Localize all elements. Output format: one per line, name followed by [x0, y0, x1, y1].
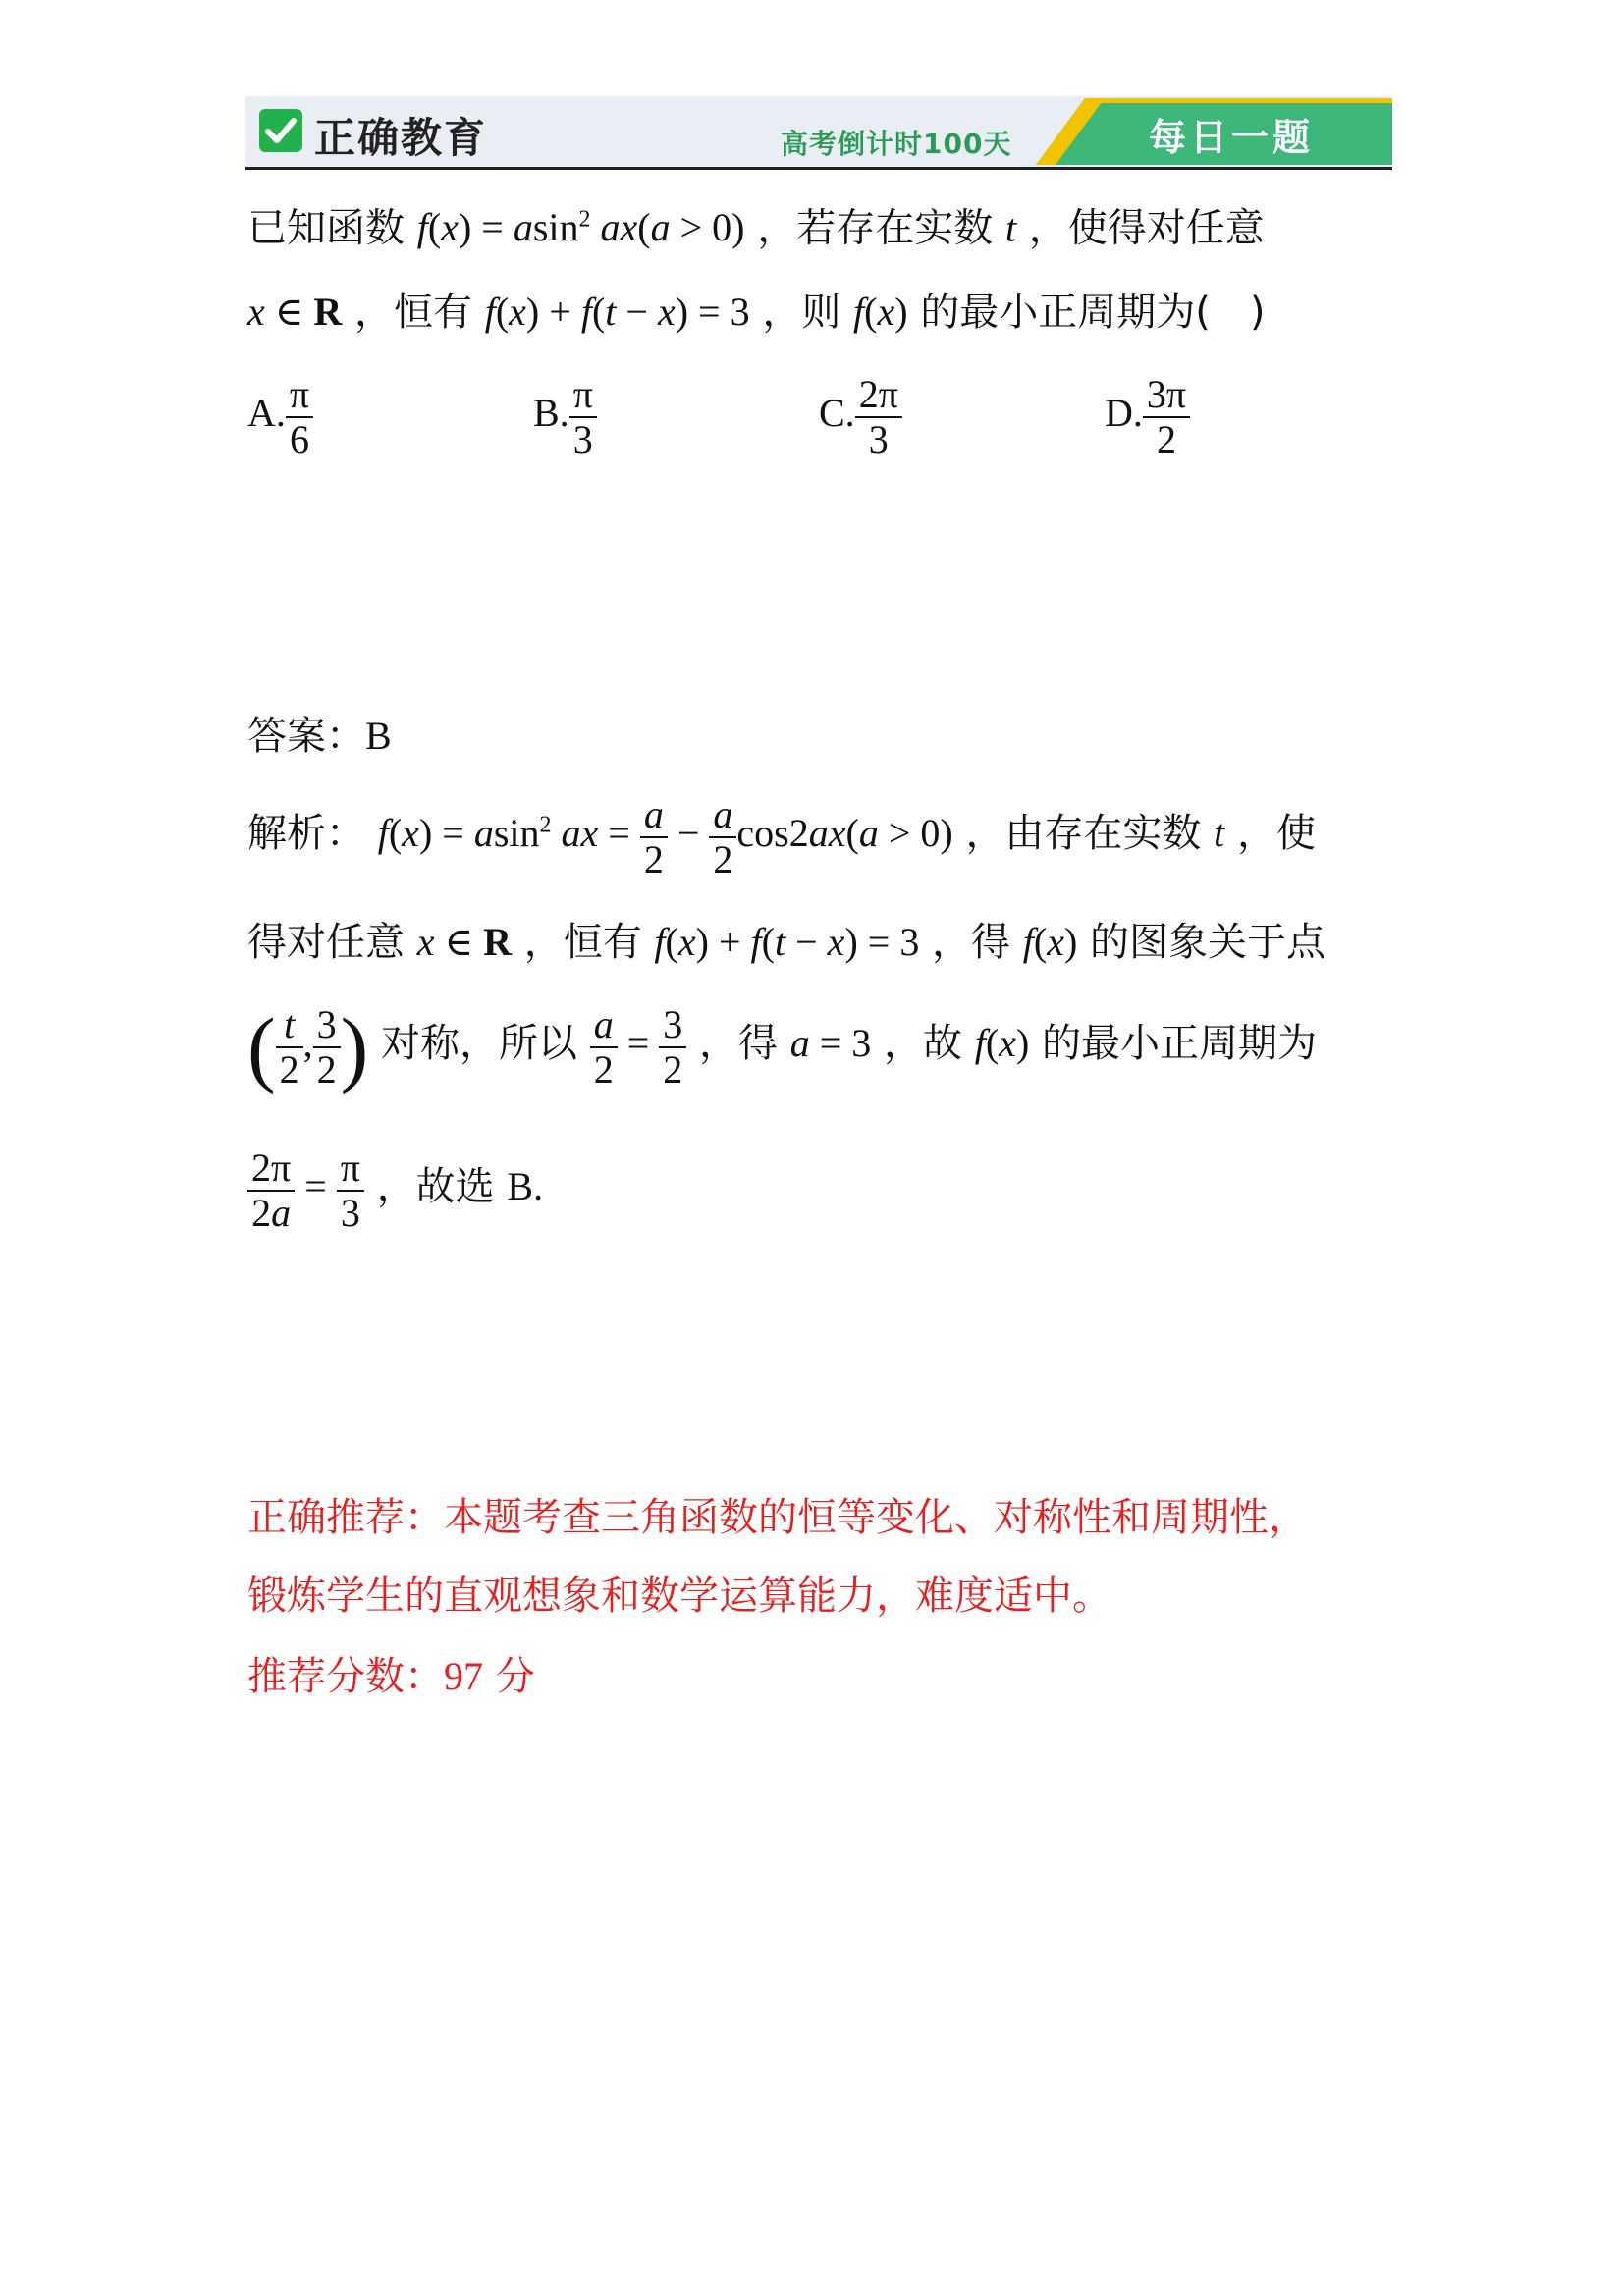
- analysis-text: 对称，所以: [381, 1021, 577, 1067]
- analysis-text: ，故选: [376, 1164, 495, 1210]
- analysis-text: ，得: [699, 1021, 778, 1067]
- answer-value: B: [365, 714, 392, 758]
- recommend-line-2: 锻炼学生的直观想象和数学运算能力，难度适中。: [247, 1574, 1111, 1619]
- recommend-score: [247, 1654, 535, 1699]
- option-fraction: [1143, 373, 1190, 461]
- function-name: f(x): [853, 290, 908, 334]
- fraction-numerator: π: [569, 373, 597, 418]
- fraction-numerator: 2π: [855, 373, 902, 418]
- option-fraction: [855, 373, 902, 461]
- question-text: ，则: [762, 290, 841, 335]
- answer-label: 答案：: [247, 714, 365, 759]
- symmetry-formula: f(x) + f(t − x) = 3: [654, 920, 920, 964]
- option-b: [533, 373, 597, 461]
- analysis-line-3: [247, 1000, 1317, 1095]
- analysis-text: 的最小正周期为: [1041, 1021, 1317, 1067]
- question-line-2: [247, 290, 1266, 335]
- expanded-formula: f(x) = asin$^2$ ax = $\frac{a}{2}$ − $\frac{a}{2}$ cos2ax(a > 0): [377, 792, 953, 881]
- amplitude-equation: $\frac{a}{2}$ = $\frac{3}{2}$: [590, 1021, 687, 1065]
- option-a: [247, 373, 313, 461]
- symmetry-formula: f(x) + f(t − x) = 3: [484, 290, 750, 334]
- domain-formula: x ∈ R: [247, 290, 343, 334]
- countdown-text: 高考倒计时100天: [781, 128, 1012, 160]
- question-text: ，使得对任意: [1028, 205, 1265, 251]
- analysis-label: 解析：: [247, 811, 365, 857]
- function-formula: f(x) = asin$^2$ ax(a > 0): [416, 205, 745, 250]
- option-fraction: [286, 373, 313, 461]
- score-value: 97: [444, 1654, 483, 1698]
- recommend-line-1: 正确推荐：本题考查三角函数的恒等变化、对称性和周期性，: [247, 1495, 1308, 1540]
- fraction-numerator: π: [286, 373, 313, 418]
- option-d: [1105, 373, 1190, 461]
- question-text: ，若存在实数: [757, 205, 994, 251]
- analysis-text: ，得: [932, 920, 1011, 965]
- answer-line: [247, 714, 392, 759]
- final-choice: B.: [507, 1164, 544, 1209]
- option-fraction: [569, 373, 597, 461]
- variable-t: t: [1214, 811, 1225, 856]
- score-unit: 分: [495, 1654, 535, 1699]
- a-value: a = 3: [789, 1021, 872, 1066]
- daily-question-label: 每日一题: [1149, 116, 1315, 159]
- analysis-text: ，由存在实数: [965, 811, 1202, 857]
- analysis-text: ，故: [884, 1021, 962, 1067]
- analysis-text: 的图象关于点: [1090, 920, 1326, 965]
- question-text: ，恒有: [353, 290, 472, 335]
- score-label: 推荐分数：: [247, 1654, 444, 1699]
- option-label: A.: [247, 391, 286, 436]
- option-c: [819, 373, 902, 461]
- analysis-text: ，使: [1237, 811, 1316, 857]
- variable-t: t: [1004, 205, 1017, 250]
- question-text: 的最小正周期为( ): [920, 290, 1266, 335]
- fraction-denominator: 3: [572, 417, 593, 461]
- brand-name: 正确教育: [314, 114, 488, 162]
- analysis-text: 得对任意: [247, 920, 405, 965]
- option-label: D.: [1105, 391, 1143, 436]
- analysis-text: ，恒有: [523, 920, 642, 965]
- function-name: f(x): [974, 1021, 1030, 1066]
- header-divider: [245, 167, 1392, 170]
- fraction-denominator: 6: [289, 417, 309, 461]
- checkmark-icon: [259, 109, 302, 152]
- option-label: C.: [819, 391, 855, 436]
- analysis-line-4: [247, 1147, 543, 1235]
- function-name: f(x): [1022, 920, 1078, 964]
- period-equation: $\frac{2\pi}{2a}$ = $\frac{\pi}{3}$: [247, 1164, 364, 1208]
- analysis-line-1: [247, 793, 1316, 881]
- question-line-1: [247, 205, 1265, 251]
- fraction-denominator: 2: [1156, 417, 1176, 461]
- analysis-line-2: [247, 920, 1326, 965]
- domain-formula: x ∈ R: [416, 920, 512, 964]
- option-label: B.: [533, 391, 569, 436]
- question-text: 已知函数: [247, 205, 405, 251]
- header-banner: [245, 96, 1392, 169]
- fraction-numerator: 3π: [1143, 373, 1190, 418]
- fraction-denominator: 3: [868, 417, 889, 461]
- symmetry-point: ( $\frac{t}{2}$ , $\frac{3}{2}$ ): [247, 1000, 369, 1095]
